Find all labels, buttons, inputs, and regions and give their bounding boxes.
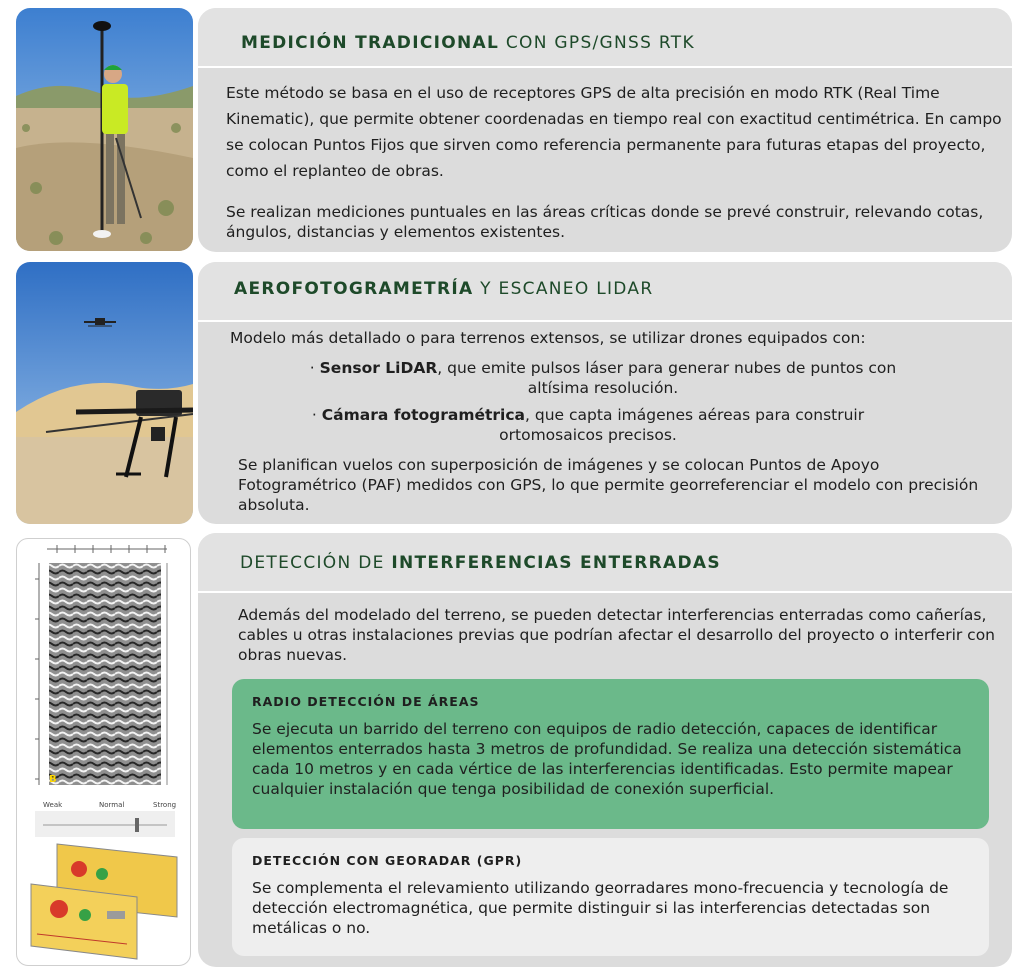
gps-surveyor-photo	[16, 8, 193, 251]
title-rest: Y ESCANEO LIDAR	[480, 279, 654, 299]
bullet-camera-bold: Cámara fotogramétrica	[321, 406, 526, 424]
title-rest: CON GPS/GNSS RTK	[505, 33, 695, 53]
gpr-radargram	[49, 563, 161, 785]
radio-deteccion-text: Se ejecuta un barrido del terreno con equipos de radio detección, capaces de identificar elementos enterrados hasta 3 metros de profundidad. Se realiza una detección sistemática cada 10 metros y en cada vértice de las interferencias identificadas. Esto permite mapear cualquier instalación que tenga posibilidad de conexión superficial.	[252, 720, 962, 798]
bullet-lidar-text: , que emite pulsos láser para generar nubes de puntos con altísima resolución.	[437, 359, 897, 397]
interferencias-intro: Además del modelado del terreno, se pueden detectar interferencias enterradas como cañerías, cables u otras instalaciones previas que podrían afectar el desarrollo del proyecto o interferir con obras nuevas.	[238, 606, 996, 664]
bullet-camera: · Cámara fotogramétrica, que capta imágenes aéreas para construir ortomosaicos precisos.	[311, 406, 865, 444]
scale-weak-label: Weak	[43, 801, 63, 809]
drone-intro: Modelo más detallado o para terrenos extensos, se utilizar drones equipados con:	[230, 329, 866, 347]
drone-paragraph: Se planifican vuelos con superposición de imágenes y se colocan Puntos de Apoyo Fotogramétrico (PAF) medidos con GPS, lo que permite georreferenciar el modelo con precisión absoluta.	[238, 456, 979, 514]
georadar-box	[232, 838, 989, 956]
title-bold: MEDICIÓN TRADICIONAL	[241, 33, 500, 53]
section-gps-rtk	[198, 8, 1012, 252]
section-title	[234, 279, 653, 299]
gpr-image-panel	[16, 538, 191, 966]
gpr-panel-label: B	[49, 774, 57, 785]
section-title	[241, 33, 695, 53]
georadar-title: DETECCIÓN CON GEORADAR (GPR)	[252, 853, 523, 868]
gpr-3d-visualization	[31, 844, 177, 959]
georadar-text: Se complementa el relevamiento utilizando georradares mono-frecuencia y tecnología de detección electromagnética, que permite distinguir si las interferencias detectadas son metálicas o no.	[252, 879, 949, 937]
scale-strong-label: Strong	[153, 801, 177, 809]
gps-paragraph-2: Se realizan mediciones puntuales en las áreas críticas donde se prevé construir, relevando cotas, ángulos, distancias y elementos existentes.	[226, 203, 984, 241]
section-title	[240, 553, 721, 573]
gpr-ruler-top	[47, 545, 167, 553]
title-bold: INTERFERENCIAS ENTERRADAS	[391, 553, 721, 573]
radio-deteccion-title: RADIO DETECCIÓN DE ÁREAS	[252, 694, 480, 709]
section-aerofotogrametria	[198, 262, 1012, 524]
drone-photo	[16, 262, 193, 524]
signal-strength-scale	[35, 801, 176, 837]
title-bold: AEROFOTOGRAMETRÍA	[234, 279, 474, 299]
bullet-lidar-bold: Sensor LiDAR	[319, 359, 438, 377]
title-rest: DETECCIÓN DE	[240, 553, 385, 573]
gps-paragraph-1: Este método se basa en el uso de receptores GPS de alta precisión en modo RTK (Real Time Kinematic), que permite obtener coordenadas en tiempo real con exactitud centimétrica. En campo se colocan Puntos Fijos que sirven como referencia permanente para futuras etapas del proyecto, como el replanteo de obras.	[226, 84, 1002, 180]
section-interferencias	[198, 533, 1012, 967]
scale-normal-label: Normal	[99, 801, 125, 809]
bullet-lidar: · Sensor LiDAR, que emite pulsos láser para generar nubes de puntos con altísima resolución.	[309, 359, 897, 397]
radio-deteccion-box	[232, 679, 989, 829]
bullet-camera-text: , que capta imágenes aéreas para construir ortomosaicos precisos.	[499, 406, 865, 444]
